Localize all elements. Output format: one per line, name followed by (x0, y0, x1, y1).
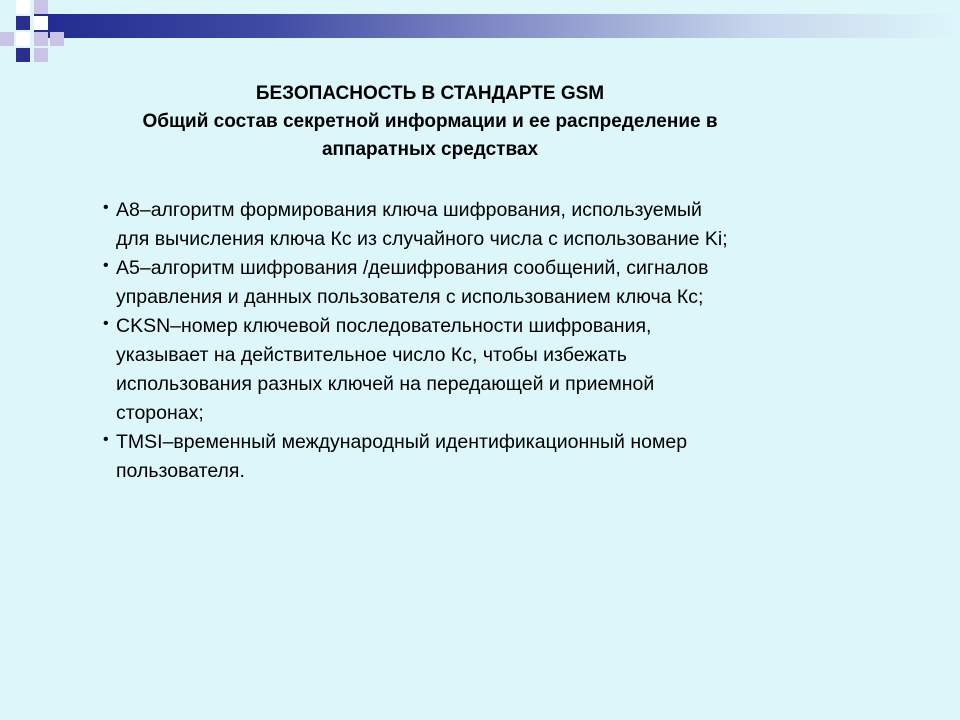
square-white-2 (34, 16, 48, 30)
square-light-5 (34, 48, 48, 62)
square-light-2 (0, 32, 14, 46)
bullet-item-a8 (100, 196, 900, 254)
square-light-4 (50, 32, 64, 46)
slide-subtitle-line-2: аппаратных средствах (321, 139, 539, 160)
bullet-text-line: указывает на действительное число Кс, чтобы избежать (116, 344, 627, 366)
bullet-item-tmsi (100, 428, 900, 486)
slide-subtitle-line-1: Общий состав секретной информации и ее распределение в (142, 111, 718, 132)
bullet-text-line: А8–алгоритм формирования ключа шифрования, используемый (116, 199, 702, 221)
bullet-list (100, 196, 900, 486)
slide-title: БЕЗОПАСНОСТЬ В СТАНДАРТЕ GSM (255, 83, 605, 104)
bullet-item-cksn (100, 312, 900, 428)
bullet-text-line: TMSI–временный международный идентификационный номер (116, 431, 688, 453)
slide-title-block (100, 80, 760, 164)
bullet-dot-icon: • (103, 257, 109, 274)
square-white-3 (16, 32, 30, 46)
square-white-1 (16, 0, 30, 14)
bullet-dot-icon: • (103, 315, 109, 332)
bullet-dot-icon: • (103, 431, 109, 448)
bullet-text-line: для вычисления ключа Кс из случайного числа с использование Ki; (116, 228, 728, 250)
bullet-text-line: сторонах; (116, 402, 204, 424)
bullet-text-line: CKSN–номер ключевой последовательности шифрования, (116, 315, 652, 337)
header-gradient-bar (34, 14, 960, 38)
bullet-text-line: использования разных ключей на передающей и приемной (116, 373, 655, 395)
bullet-dot-icon: • (103, 199, 109, 216)
bullet-text-line: управления и данных пользователя с использованием ключа Кс; (116, 286, 704, 308)
square-light-1 (34, 0, 48, 14)
square-dark-1 (16, 16, 30, 30)
square-light-3 (34, 32, 48, 46)
bullet-text-line: пользователя. (116, 460, 245, 482)
square-dark-2 (16, 48, 30, 62)
bullet-item-a5 (100, 254, 900, 312)
bullet-text-line: А5–алгоритм шифрования /дешифрования сообщений, сигналов (116, 257, 709, 279)
